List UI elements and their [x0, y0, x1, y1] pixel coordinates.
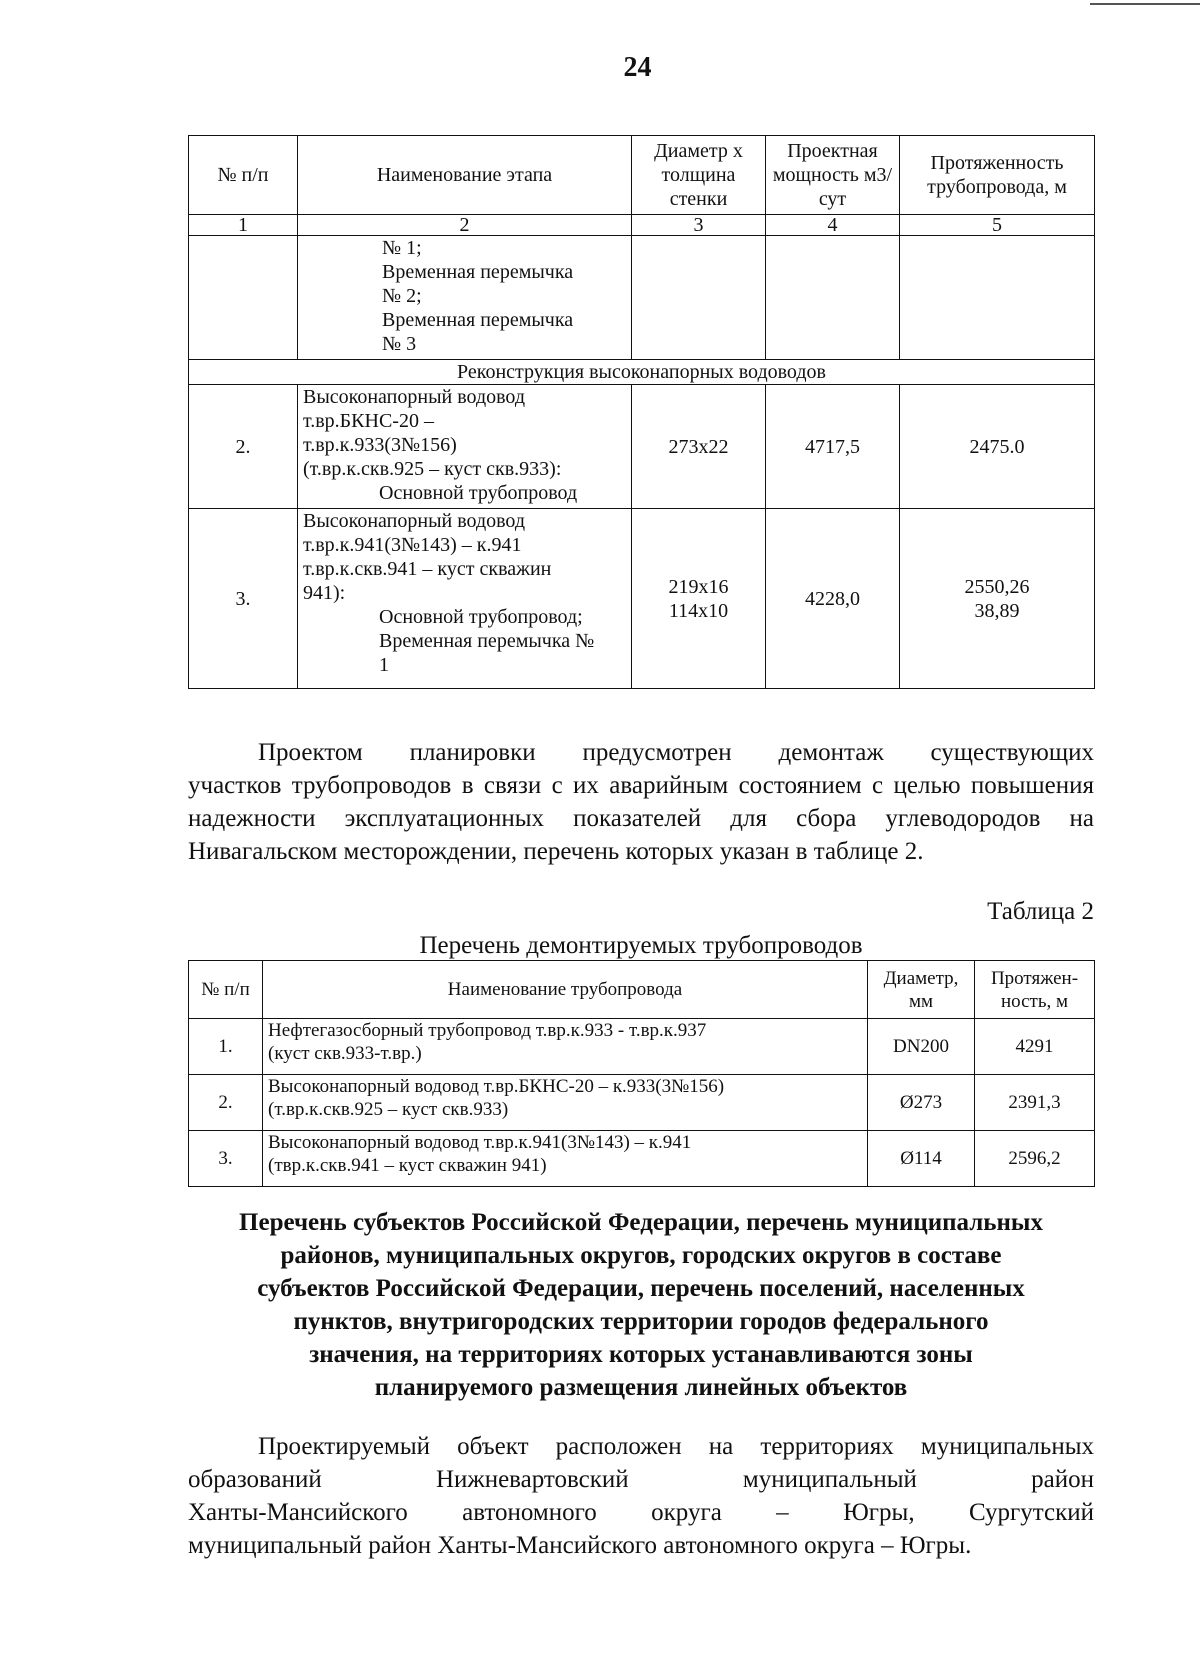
- text-line: Временная перемычка №: [379, 630, 595, 652]
- text-line: (т.вр.к.скв.925 – куст скв.933): [268, 1099, 509, 1120]
- dismantled-pipelines-table: [188, 960, 1095, 1187]
- header-length: Протяженность трубопровода, м: [900, 136, 1095, 215]
- header-length: Протяжен-ность, м: [975, 961, 1095, 1019]
- paragraph-text: участков трубопроводов в связи с их аварийным состоянием с целью повышения надежности эксплуатационных показателей для сбора углеводородов на Нивагальском месторождении, перечень которых указан в таблице 2.: [188, 772, 1094, 865]
- text-line: Временная перемычка: [382, 309, 574, 331]
- row-length: 2596,2: [975, 1131, 1095, 1187]
- heading-line: пунктов, внутригородских территории городов федерального: [293, 1308, 989, 1335]
- heading-line: значения, на территориях которых устанавливаются зоны: [309, 1341, 973, 1368]
- row-stage-name: [298, 385, 632, 509]
- row-stage-name: [298, 509, 632, 689]
- text-line: № 3: [382, 333, 417, 355]
- row-num: 2.: [189, 385, 298, 509]
- stages-table: [188, 135, 1095, 689]
- table-row: [189, 1019, 1095, 1075]
- table-row: [189, 1131, 1095, 1187]
- heading-line: субъектов Российской Федерации, перечень поселений, населенных: [257, 1275, 1025, 1302]
- column-numbers-row: [189, 215, 1095, 236]
- row-diameter: 273х22: [632, 385, 766, 509]
- paragraph-line: муниципальный район Ханты-Мансийского автономного округа – Югры.: [188, 1532, 972, 1559]
- text-line: № 2;: [382, 285, 422, 307]
- col-number: 3: [632, 215, 766, 236]
- row-num: 2.: [189, 1075, 263, 1131]
- row-capacity: 4228,0: [766, 509, 900, 689]
- row-num: 3.: [189, 509, 298, 689]
- header-pipeline-name: Наименование трубопровода: [263, 961, 868, 1019]
- text-line: 38,89: [974, 599, 1020, 622]
- table-header-row: [189, 961, 1095, 1019]
- col-number: 2: [298, 215, 632, 236]
- row-diameter: Ø114: [868, 1131, 975, 1187]
- col-number: 4: [766, 215, 900, 236]
- section-title-row: [189, 360, 1095, 385]
- row-pipeline-name: [263, 1019, 868, 1075]
- row-capacity: 4717,5: [766, 385, 900, 509]
- paragraph-line: Ханты-Мансийского автономного округа – Югры, Сургутский: [188, 1499, 1094, 1526]
- text-line: Высоконапорный водовод т.вр.к.941(3№143) – к.941: [268, 1132, 692, 1153]
- table-title: Перечень демонтируемых трубопроводов: [419, 932, 863, 959]
- header-num: № п/п: [189, 961, 263, 1019]
- paragraph-line: Проектируемый объект расположен на территориях муниципальных: [258, 1433, 1094, 1460]
- text-line: (твр.к.скв.941 – куст скважин 941): [268, 1155, 547, 1176]
- table-row: [189, 509, 1095, 689]
- text-line: 1: [379, 654, 389, 676]
- heading-line: планируемого размещения линейных объектов: [374, 1374, 908, 1401]
- text-line: Нефтегазосборный трубопровод т.вр.к.933 - т.вр.к.937: [268, 1020, 707, 1041]
- heading-line: районов, муниципальных округов, городских округов в составе: [280, 1242, 1002, 1269]
- col-number: 5: [900, 215, 1095, 236]
- header-num: № п/п: [189, 136, 298, 215]
- table-caption: Таблица 2: [987, 898, 1094, 925]
- text-line: 114х10: [668, 599, 729, 622]
- empty-cell: [766, 236, 900, 360]
- row-diameter: Ø273: [868, 1075, 975, 1131]
- section-heading: [188, 1206, 1094, 1404]
- header-diameter: Диаметр, мм: [868, 961, 975, 1019]
- row-length: 2475.0: [900, 385, 1095, 509]
- text-line: (т.вр.к.скв.925 – куст скв.933):: [303, 458, 562, 480]
- text-line: Основной трубопровод: [379, 482, 578, 504]
- text-line: т.вр.к.933(3№156): [303, 434, 457, 456]
- table-row: [189, 385, 1095, 509]
- row-pipeline-name: [263, 1075, 868, 1131]
- text-line: Высоконапорный водовод: [303, 510, 526, 532]
- body-paragraph: [188, 736, 1094, 868]
- page-number: 24: [623, 52, 652, 83]
- heading-line: Перечень субъектов Российской Федерации, перечень муниципальных: [239, 1209, 1043, 1236]
- section-title: Реконструкция высоконапорных водоводов: [189, 360, 1095, 385]
- table-header-row: [189, 136, 1095, 215]
- text-line: (куст скв.933-т.вр.): [268, 1043, 422, 1064]
- header-diameter: Диаметр х толщина стенки: [632, 136, 766, 215]
- row-length: 2391,3: [975, 1075, 1095, 1131]
- text-line: т.вр.БКНС-20 –: [303, 410, 434, 432]
- paragraph-first-line: Проектом планировки предусмотрен демонтаж существующих: [258, 739, 1094, 766]
- paragraph-line: образований Нижневартовский муниципальный район: [188, 1466, 1094, 1493]
- empty-cell: [632, 236, 766, 360]
- row-diameter: DN200: [868, 1019, 975, 1075]
- text-line: № 1;: [382, 237, 422, 259]
- text-line: т.вр.к.941(3№143) – к.941: [303, 534, 522, 556]
- row-length: [900, 509, 1095, 689]
- scan-edge-mark: [1090, 3, 1200, 5]
- row-diameter: [632, 509, 766, 689]
- table-row: [189, 1075, 1095, 1131]
- row-pipeline-name: [263, 1131, 868, 1187]
- text-line: т.вр.к.скв.941 – куст скважин: [303, 558, 552, 580]
- empty-cell: [189, 236, 298, 360]
- row-num: 3.: [189, 1131, 263, 1187]
- text-line: Основной трубопровод;: [379, 606, 583, 628]
- text-line: Временная перемычка: [382, 261, 574, 283]
- text-line: Высоконапорный водовод: [303, 386, 526, 408]
- continuation-row: [189, 236, 1095, 360]
- row-length: 4291: [975, 1019, 1095, 1075]
- body-paragraph: [188, 1430, 1094, 1562]
- empty-cell: [900, 236, 1095, 360]
- header-capacity: Проектная мощность м3/сут: [766, 136, 900, 215]
- text-line: 2550,26: [964, 575, 1030, 598]
- header-stage-name: Наименование этапа: [298, 136, 632, 215]
- text-line: Высоконапорный водовод т.вр.БКНС-20 – к.933(3№156): [268, 1076, 725, 1097]
- text-line: 941):: [303, 582, 346, 604]
- continuation-stage-name: [298, 236, 632, 360]
- text-line: 219х16: [668, 575, 729, 598]
- row-num: 1.: [189, 1019, 263, 1075]
- col-number: 1: [189, 215, 298, 236]
